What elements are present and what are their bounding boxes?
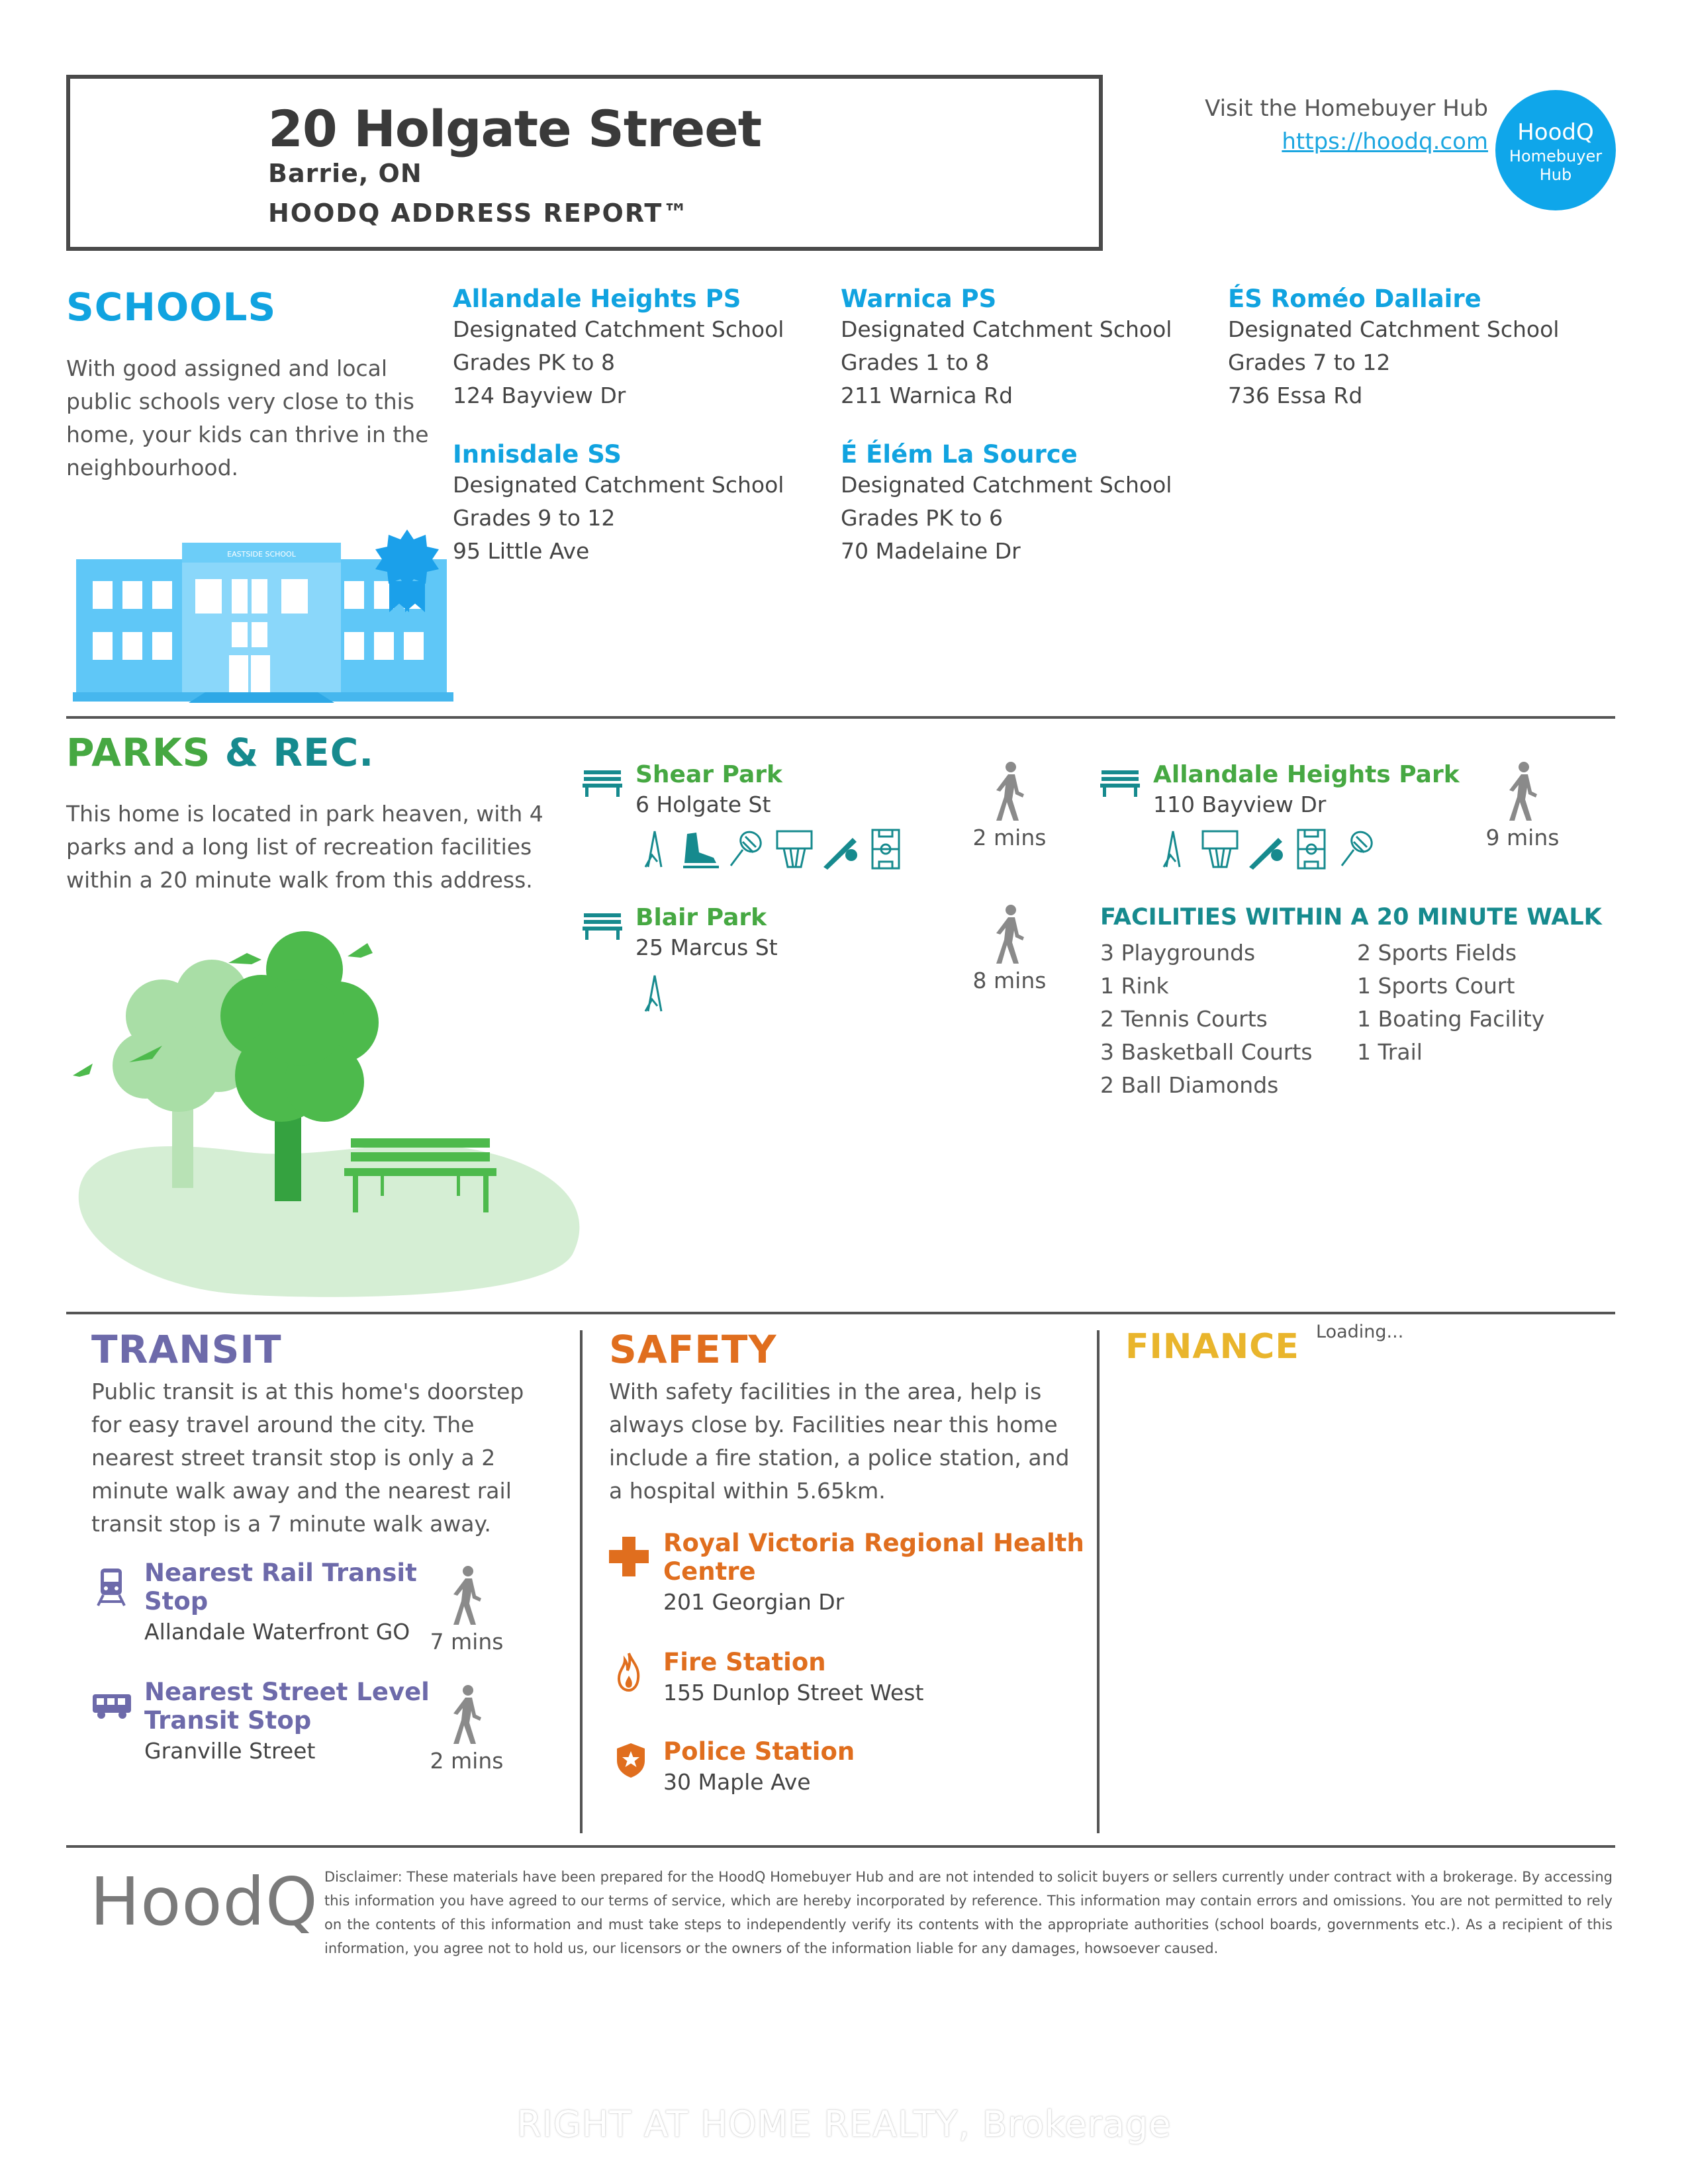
bus-icon [91,1693,132,1719]
walk-minutes: 2 mins [972,825,1047,850]
fire-station-name: Fire Station [663,1648,826,1676]
school-grades: Grades 9 to 12 [453,505,616,531]
hospital-card[interactable] [663,1529,1084,1619]
basketball-icon [777,831,812,867]
park-amenities [639,829,917,870]
facility-item: 1 Rink [1100,973,1169,999]
school-type: Designated Catchment School [841,472,1172,498]
school-sign: EASTSIDE SCHOOL [227,550,296,559]
school-type: Designated Catchment School [841,316,1172,342]
parks-title [66,730,374,775]
school-name[interactable]: Allandale Heights PS [453,285,741,313]
walk-time [424,1684,510,1774]
park-name[interactable]: Blair Park [635,904,767,931]
disclaimer-text: Disclaimer: These materials have been prepared for the HoodQ Homebuyer Hub and are not intended to solicit buyers or sellers currently under contract with a brokerage. By accessing this information you have agreed to our terms of service, which are hereby incorporated by reference. This information may contain errors and omissions. You are not permitted to rely on the contents of this information and must take steps to independently verify its contents with the appropriate authorities (school boards, governments etc.). As a recipient of this information, you agree not to hold us, our licensors or the owners of the information liable for any damages, howsoever caused. [324,1869,1613,1956]
fire-icon [617,1652,641,1692]
facility-item: 3 Playgrounds [1100,940,1256,966]
pedestrian-icon [1507,761,1538,822]
hoodq-logo: HoodQ [90,1863,318,1940]
walk-minutes: 8 mins [972,968,1047,993]
hub-link[interactable]: https://hoodq.com [1282,128,1488,155]
street-transit-name-l2: Transit Stop [144,1706,312,1735]
facility-item: 2 Sports Fields [1357,940,1517,966]
hub-badge-title: HoodQ [1517,119,1594,146]
park-card[interactable] [635,904,778,964]
section-divider [66,716,1615,719]
street-transit-name-l1: Nearest Street Level [144,1678,430,1706]
fire-station-card[interactable] [663,1648,923,1709]
walk-minutes: 7 mins [430,1629,504,1655]
park-amenities [639,973,679,1014]
school-address: 95 Little Ave [453,538,590,564]
park-name[interactable]: Allandale Heights Park [1153,761,1460,788]
facility-item: 1 Boating Facility [1357,1006,1545,1032]
bench-icon [1100,769,1140,797]
police-station-card[interactable] [663,1737,855,1799]
playground-icon [645,831,661,867]
hub-badge-icon[interactable] [1495,90,1616,210]
school-address: 124 Bayview Dr [453,383,626,408]
sports-field-icon [1298,830,1325,868]
column-divider [1097,1330,1100,1833]
pedestrian-icon [451,1684,483,1745]
safety-title: SAFETY [609,1327,777,1372]
parks-title-a: PARKS [66,730,211,775]
school-card[interactable] [453,285,823,412]
park-address: 110 Bayview Dr [1153,792,1327,817]
walk-time [966,761,1053,850]
police-station-name: Police Station [663,1737,855,1766]
facility-item: 2 Tennis Courts [1100,1006,1268,1032]
address-city: Barrie, ON [268,159,422,188]
school-name[interactable]: É Élém La Source [841,440,1078,469]
bench-icon [583,769,622,797]
playground-icon [1164,831,1180,867]
hospital-name-l1: Royal Victoria Regional Health [663,1529,1084,1557]
section-divider [66,1312,1615,1314]
street-transit-stop: Granville Street [144,1738,316,1764]
tennis-icon [1342,829,1376,866]
pedestrian-icon [451,1565,483,1626]
page-title: 20 Holgate Street [268,99,762,158]
hub-badge-line3: Hub [1539,165,1572,184]
facility-item: 1 Sports Court [1357,973,1515,999]
rink-icon [683,833,719,868]
park-card[interactable] [1153,761,1460,821]
walk-time [966,904,1053,993]
park-amenities [1157,829,1389,870]
park-name[interactable]: Shear Park [635,761,782,788]
rail-transit-name-l1: Nearest Rail Transit [144,1559,417,1587]
hospital-cross-icon [609,1537,649,1576]
baseball-icon [823,838,857,870]
school-address: 70 Madelaine Dr [841,538,1021,564]
school-type: Designated Catchment School [453,472,784,498]
bench-icon [583,912,622,940]
school-type: Designated Catchment School [453,316,784,342]
footer-divider [66,1845,1615,1848]
facilities-list-right [1357,936,1544,1069]
facility-item: 3 Basketball Courts [1100,1039,1313,1065]
column-divider [580,1330,583,1833]
rail-transit-stop: Allandale Waterfront GO [144,1619,410,1645]
walk-minutes: 2 mins [430,1748,504,1774]
report-label: HOODQ ADDRESS REPORT™ [268,199,690,228]
rail-transit-name-l2: Stop [144,1587,209,1615]
pedestrian-icon [994,904,1025,965]
school-name[interactable]: Warnica PS [841,285,997,313]
school-grades: Grades 7 to 12 [1228,349,1391,375]
safety-description: With safety facilities in the area, help is always close by. Facilities near this home include a fire station, a police station, and a hospital within 5.65km. [609,1379,1070,1504]
facility-item: 1 Trail [1357,1039,1423,1065]
baseball-icon [1249,838,1283,870]
sports-field-icon [872,830,899,868]
school-grades: Grades PK to 6 [841,505,1003,531]
school-building-icon [73,529,453,708]
school-card[interactable] [453,440,823,568]
hospital-address: 201 Georgian Dr [663,1589,845,1615]
school-grades: Grades PK to 8 [453,349,615,375]
hub-visit-text: Visit the Homebuyer Hub [1205,95,1488,122]
hub-badge-line2: Homebuyer [1509,147,1603,165]
transit-description: Public transit is at this home's doorstep for easy travel around the city. The nearest street transit stop is only a 2 minute walk away and the nearest rail transit stop is a 7 minute walk away. [91,1379,524,1537]
brokerage-watermark: RIGHT AT HOME REALTY, Brokerage [516,2103,1172,2145]
transit-title: TRANSIT [91,1327,282,1372]
fire-station-address: 155 Dunlop Street West [663,1680,924,1706]
park-card[interactable] [635,761,782,821]
schools-description: With good assigned and local public schools very close to this home, your kids can thrive in the neighbourhood. [66,355,429,480]
finance-loading-status: Loading... [1316,1322,1404,1342]
walk-time [424,1565,510,1655]
school-name[interactable]: ÉS Roméo Dallaire [1228,285,1481,313]
walk-minutes: 9 mins [1485,825,1560,850]
facilities-title: FACILITIES WITHIN A 20 MINUTE WALK [1100,904,1602,931]
basketball-icon [1203,831,1237,867]
facility-item: 2 Ball Diamonds [1100,1072,1279,1098]
rail-transit-card[interactable] [144,1559,417,1649]
school-address: 211 Warnica Rd [841,383,1013,408]
school-address: 736 Essa Rd [1228,383,1363,408]
school-type: Designated Catchment School [1228,316,1560,342]
facilities-list-left [1100,936,1313,1102]
police-badge-icon [616,1742,646,1779]
finance-title: FINANCE [1125,1327,1299,1367]
school-card[interactable] [841,440,1211,568]
tennis-icon [731,829,765,866]
park-address: 6 Holgate St [635,792,771,817]
police-station-address: 30 Maple Ave [663,1769,811,1795]
playground-icon [645,976,661,1011]
parks-title-b: & REC. [224,730,375,775]
walk-time [1479,761,1566,850]
park-illustration-icon [70,923,586,1304]
parks-description: This home is located in park heaven, with 4 parks and a long list of recreation facilities within a 20 minute walk from this address. [66,801,543,893]
schools-title: SCHOOLS [66,285,277,330]
school-card[interactable] [1228,285,1599,412]
train-icon [97,1567,126,1607]
park-address: 25 Marcus St [635,934,778,960]
school-name[interactable]: Innisdale SS [453,440,622,469]
school-grades: Grades 1 to 8 [841,349,990,375]
school-card[interactable] [841,285,1211,412]
street-transit-card[interactable] [144,1678,430,1768]
hospital-name-l2: Centre [663,1557,756,1586]
pedestrian-icon [994,761,1025,822]
